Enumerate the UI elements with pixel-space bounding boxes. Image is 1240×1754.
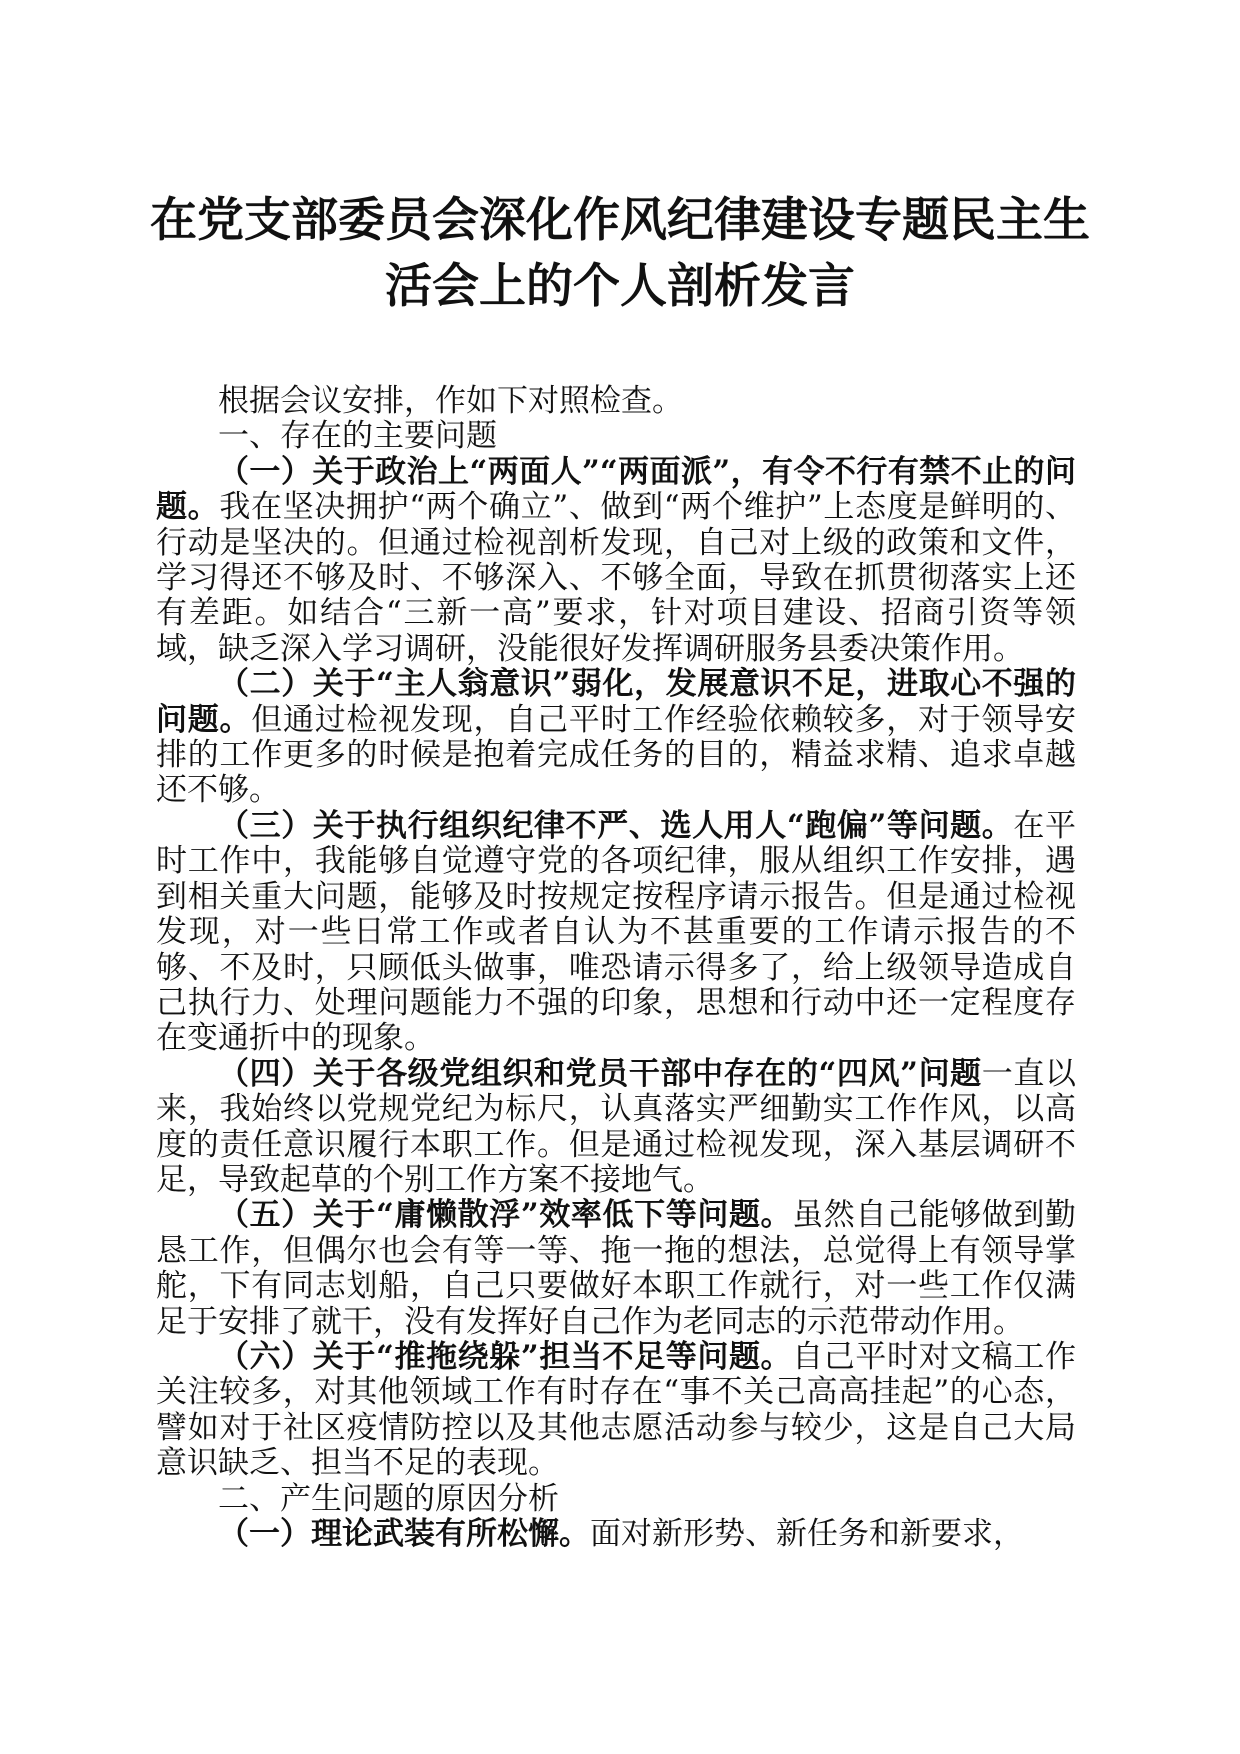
document-body xyxy=(156,384,1076,1552)
issue-paragraph-2 xyxy=(156,667,1076,809)
issue-text: 一直以来，我始终以党规党纪为标尺，认真落实严细勤实工作作风，以高度的责任意识履行本职工作。但是通过检视发现，深入基层调研不足，导致起草的个别工作方案不接地气。 xyxy=(156,1055,1076,1198)
issue-text: 自己平时对文稿工作关注较多，对其他领域工作有时存在“事不关己高高挂起”的心态，譬如对于社区疫情防控以及其他志愿活动参与较少，这是自己大局意识缺乏、担当不足的表现。 xyxy=(156,1338,1076,1482)
issue-heading: （三）关于执行组织纪律不严、选人用人“跑偏”等问题。 xyxy=(218,807,1014,844)
issue-text: 在平时工作中，我能够自觉遵守党的各项纪律，服从组织工作安排，遇到相关重大问题，能够及时按规定按程序请示报告。但是通过检视发现，对一些日常工作或者自认为不甚重要的工作请示报告的不够、不及时，只顾低头做事，唯恐请示得多了，给上级领导造成自己执行力、处理问题能力不强的印象，思想和行动中还一定程度存在变通折中的现象。 xyxy=(156,807,1076,1057)
cause-text: 面对新形势、新任务和新要求， xyxy=(590,1516,1024,1552)
issue-heading: （一）关于政治上“两面人”“两面派”，有令不行有禁不止的问题。 xyxy=(156,453,1076,526)
issue-text: 但通过检视发现，自己平时工作经验依赖较多，对于领导安排的工作更多的时候是抱着完成任务的目的，精益求精、追求卓越还不够。 xyxy=(156,701,1076,809)
section-heading-1: 一、存在的主要问题 xyxy=(218,418,497,455)
issue-heading: （四）关于各级党组织和党员干部中存在的“四风”问题 xyxy=(218,1055,982,1092)
cause-heading: （一）理论武装有所松懈。 xyxy=(218,1516,590,1552)
issue-text: 虽然自己能够做到勤恳工作，但偶尔也会有等一等、拖一拖的想法，总觉得上有领导掌舵，下有同志划船，自己只要做好本职工作就行，对一些工作仅满足于安排了就干，没有发挥好自己作为老同志的示范带动作用。 xyxy=(156,1197,1076,1340)
cause-paragraph-1 xyxy=(156,1517,1076,1552)
issue-paragraph-3 xyxy=(156,809,1076,1057)
issue-paragraph-1 xyxy=(156,455,1076,667)
issue-heading: （六）关于“推拖绕躲”担当不足等问题。 xyxy=(218,1338,793,1375)
issue-paragraph-6 xyxy=(156,1340,1076,1482)
title-line-1: 在党支部委员会深化作风纪律建设专题民主生 xyxy=(150,193,1090,248)
section-heading-2: 二、产生问题的原因分析 xyxy=(218,1480,559,1517)
title-line-2: 活会上的个人剖析发言 xyxy=(385,259,855,314)
issue-heading: （二）关于“主人翁意识”弱化，发展意识不足，进取心不强的问题。 xyxy=(156,666,1076,738)
issue-paragraph-5 xyxy=(156,1198,1076,1340)
issue-paragraph-4 xyxy=(156,1057,1076,1199)
issue-heading: （五）关于“庸懒散浮”效率低下等问题。 xyxy=(218,1197,793,1234)
intro-paragraph: 根据会议安排，作如下对照检查。 xyxy=(218,383,683,419)
issue-text: 我在坚决拥护“两个确立”、做到“两个维护”上态度是鲜明的、行动是坚决的。但通过检视剖析发现，自己对上级的政策和文件，学习得还不够及时、不够深入、不够全面，导致在抓贯彻落实上还有差距。如结合“三新一高”要求，针对项目建设、招商引资等领域，缺乏深入学习调研，没能很好发挥调研服务县委决策作用。 xyxy=(156,489,1077,667)
document-title xyxy=(140,188,1100,320)
